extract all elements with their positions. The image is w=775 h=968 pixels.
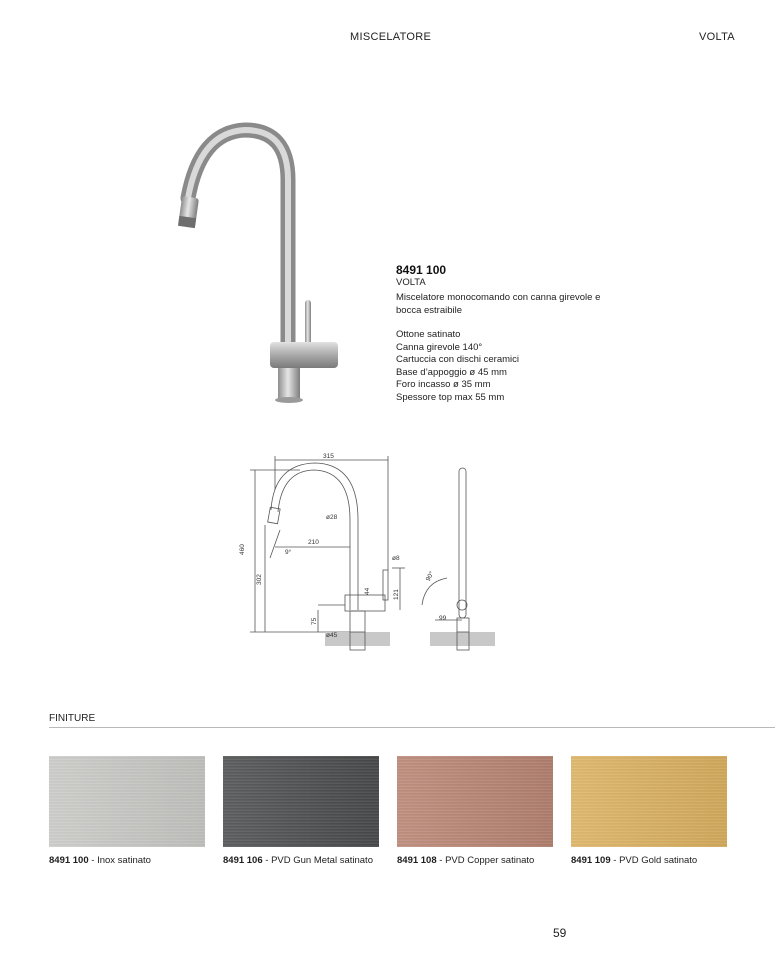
finish-swatch-gun-metal (223, 756, 379, 847)
dim-d8: ø8 (392, 555, 400, 562)
feature-item: Base d’appoggio ø 45 mm (396, 366, 507, 378)
dim-210: 210 (308, 539, 319, 546)
finish-swatch-copper (397, 756, 553, 847)
dim-121: 121 (393, 589, 400, 600)
finish-code: 8491 109 (571, 855, 611, 866)
dim-99: 99 (439, 615, 447, 622)
finish-name: - PVD Gun Metal satinato (262, 855, 373, 866)
finishes-divider (49, 727, 775, 728)
collection-title: VOLTA (699, 31, 735, 43)
finish-label-inox (49, 855, 151, 866)
dim-75: 75 (311, 617, 318, 625)
finish-name: - PVD Gold satinato (610, 855, 698, 866)
finish-code: 8491 106 (223, 855, 263, 866)
product-model: VOLTA (396, 277, 426, 288)
finish-swatch-gold (571, 756, 727, 847)
feature-item: Canna girevole 140° (396, 341, 483, 353)
finish-label-gold (571, 855, 697, 866)
dim-90-deg: 90° (424, 570, 436, 583)
feature-item: Cartuccia con dischi ceramici (396, 354, 520, 365)
finish-label-gun-metal (223, 855, 373, 866)
section-title: MISCELATORE (350, 31, 432, 43)
dim-315: 315 (323, 453, 334, 460)
faucet-product-image (170, 120, 350, 405)
feature-item: Ottone satinato (396, 329, 461, 340)
product-code: 8491 100 (396, 263, 447, 277)
finish-swatch-inox (49, 756, 205, 847)
page-number: 59 (553, 926, 567, 940)
technical-drawing (240, 450, 510, 655)
dim-d28: ø28 (326, 514, 338, 521)
finish-code: 8491 108 (397, 855, 437, 866)
finish-label-copper (397, 855, 534, 866)
feature-list (396, 329, 616, 404)
dim-460: 460 (239, 544, 246, 555)
finishes-title: FINITURE (49, 713, 96, 724)
dim-302: 302 (256, 574, 263, 585)
finish-name: - Inox satinato (88, 855, 151, 866)
dim-44: 44 (364, 587, 371, 595)
dim-9-deg: 9° (285, 549, 292, 556)
finish-code: 8491 100 (49, 855, 89, 866)
product-specs (396, 263, 616, 404)
product-description: Miscelatore monocomando con canna girevole e bocca estraibile (396, 292, 601, 316)
feature-item: Foro incasso ø 35 mm (396, 379, 491, 390)
feature-item: Spessore top max 55 mm (396, 391, 505, 403)
dim-d45: ø45 (326, 632, 338, 639)
finish-name: - PVD Copper satinato (436, 855, 535, 866)
